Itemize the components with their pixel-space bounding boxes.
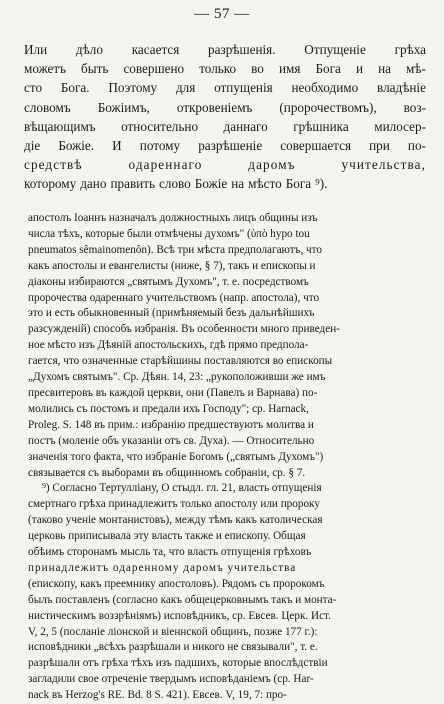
word: даннаго (223, 118, 268, 134)
word: владѣніе (377, 80, 426, 96)
word: быть (81, 61, 109, 77)
page-number: — 57 — (194, 6, 250, 22)
word: дѣло (75, 42, 103, 57)
word: только (199, 61, 237, 77)
footnote-line: nack въ Herzog's RE. Bd. 8 S. 421). Евсев. V, 19, 7: про- (28, 689, 287, 702)
word: (пророчествомъ), (279, 99, 377, 115)
word: средствѣ (24, 157, 83, 173)
footnote-line: церковь приписывала эту власть также и епископу. Общая (28, 530, 306, 543)
word: діе (24, 138, 41, 154)
word: на (231, 176, 245, 192)
footnote-line: „Духомъ святымъ". Ср. Дѣян. 14, 23: „рукоположивши же имъ (28, 371, 326, 384)
footnote-line: разсужденій) способъ избранія. Въ особенности много приведен- (28, 323, 340, 336)
word: разрѣшеніе (198, 138, 263, 154)
footnote-line: гается, что означенные старѣйшины поставляются во епископы (28, 355, 333, 368)
footnote-line: V, 2, 5 (посланіе ліонской и віеннской общинъ, позже 177 г.): (28, 625, 318, 638)
footnote-line: принадлежитъ одаренному даромъ учительства (28, 561, 297, 574)
word: можетъ (24, 61, 66, 77)
footnote-line: какъ апостолы и евангелисты (ниже, § 7), такъ и епископы и (28, 259, 316, 272)
word: сто (24, 80, 43, 96)
word: милосер- (374, 118, 426, 134)
word: Божіе. (58, 138, 95, 154)
footnote-line: ⁹) Согласно Тертулліану, О стыдл. гл. 21, власть отпущенія (42, 482, 322, 495)
main-line (24, 59, 426, 78)
footnote-line: постъ (моленіе объ указаніи отъ св. Духа). — Относительно (28, 434, 315, 447)
word: во (251, 61, 264, 77)
footnote-line: апостолъ Іоаннъ назначалъ должностныхъ лицъ общины изъ (28, 212, 318, 224)
word: отпущенія (214, 80, 273, 96)
word: касается (131, 42, 180, 57)
footnote-line: (таково ученіе монтанистовъ), между тѣмъ какъ католическая (28, 514, 323, 527)
footnote-line: это и есть обыкновенный (примѣняемый безъ дальнѣйшихъ (28, 307, 315, 320)
footnote-line: загладили свое отреченіе твердымъ исповѣданіемъ (ср. Har- (28, 673, 314, 686)
word: Поэтому (108, 80, 158, 96)
word: Бога. (60, 80, 90, 96)
word: ⁹). (315, 176, 328, 192)
footnote-line: pneumatos sêmainomenôn). Всѣ три мѣста предполагаютъ, что (28, 243, 322, 256)
footnote-line: ное мѣсто изъ Дѣяній апостольскихъ, гдѣ прямо предпола- (28, 339, 309, 352)
word: на (378, 61, 391, 77)
word: мѣсто (248, 176, 282, 192)
word: имя (278, 61, 301, 77)
footnote-line: исповѣдники „всѣхъ разрѣшали и никого не связывали", т. е. (28, 641, 318, 654)
word: вѣщающимъ (24, 118, 96, 134)
footnote-line: связывается съ выборами въ общинномъ собраніи, ср. § 7. (28, 466, 306, 479)
footnote-line: нистическимъ воззрѣніямъ) исповѣдникъ, ср. Евсев. Церк. Ист. (28, 609, 331, 622)
footnote-line: былъ поставленъ (согласно какъ общецерковнымъ такъ и монта- (28, 593, 337, 606)
main-line (24, 155, 426, 174)
word: словомъ (24, 99, 71, 115)
main-line (24, 78, 426, 97)
main-line (24, 40, 426, 59)
word: для (175, 80, 196, 96)
word: И (112, 138, 122, 154)
word: воз- (403, 99, 426, 115)
footnote-continuation (28, 211, 426, 481)
word: грѣха (394, 42, 426, 57)
footnote-line: числа тѣхъ, которые были отмѣчены духомъ" (ὑπὸ hypo tou (28, 227, 310, 240)
word: необходимо (291, 80, 359, 96)
word: слово (159, 176, 191, 192)
word: дано (80, 176, 107, 192)
footnote-line: молились съ постомъ и предали ихъ Господу"; ср. Harnack, (28, 402, 309, 415)
footnote-line: діаконы избираются „святымъ Духомъ", т. е. посредствомъ (28, 275, 309, 288)
main-paragraph (24, 40, 426, 194)
word: совершено (123, 61, 185, 77)
word: которому (24, 176, 77, 192)
word: разрѣшенія. (208, 42, 276, 57)
word: править (110, 176, 156, 192)
word: совершается (280, 138, 352, 154)
main-line (24, 117, 426, 136)
footnote-line: смертнаго грѣха принадлежитъ только апостолу или пророку (28, 498, 320, 511)
word: относительно (121, 118, 199, 134)
word: Отпущеніе (304, 42, 366, 57)
word: учительства, (341, 157, 426, 173)
main-line (24, 98, 426, 117)
footnote-line: значенія того факта, что избраніе Богомъ („святымъ Духомъ") (28, 450, 324, 463)
word: потому (139, 138, 181, 154)
main-line (24, 136, 426, 155)
footnote-line: обѣимъ сторонамъ мысль та, что власть отпущенія грѣховъ (28, 546, 312, 559)
footnote-line: Proleg. S. 148 въ прим.: избранію предшествуютъ молитва и (28, 418, 314, 431)
word: грѣшника (293, 118, 349, 134)
footnote-line: (епископу, какъ преемнику апостоловъ). Рядомъ съ пророкомъ (28, 577, 325, 590)
footnotes (28, 211, 426, 704)
word: Бога (285, 176, 312, 192)
word: Божіимъ, (97, 99, 150, 115)
word: Или (24, 42, 48, 57)
footnote-line: разрѣшали отъ грѣха тѣхъ изъ падшихъ, которые впослѣдствіи (28, 657, 328, 670)
word: мѣ- (406, 61, 426, 77)
word: при (369, 138, 390, 154)
word: и (355, 61, 364, 77)
word: Бога (315, 61, 341, 77)
word: по- (407, 138, 426, 154)
word: Божіе (194, 176, 228, 192)
word: даромъ (248, 157, 296, 173)
footnote-line: пророчества одареннаго учительствомъ (напр. апостола), что (28, 291, 320, 304)
footnote-line: пресвитеровъ въ каждой церкви, они (Павелъ и Варнава) по- (28, 386, 318, 399)
footnote-9 (28, 481, 426, 704)
word: одареннаго (128, 157, 203, 173)
main-line (24, 174, 426, 193)
word: откровеніемъ (176, 99, 253, 115)
